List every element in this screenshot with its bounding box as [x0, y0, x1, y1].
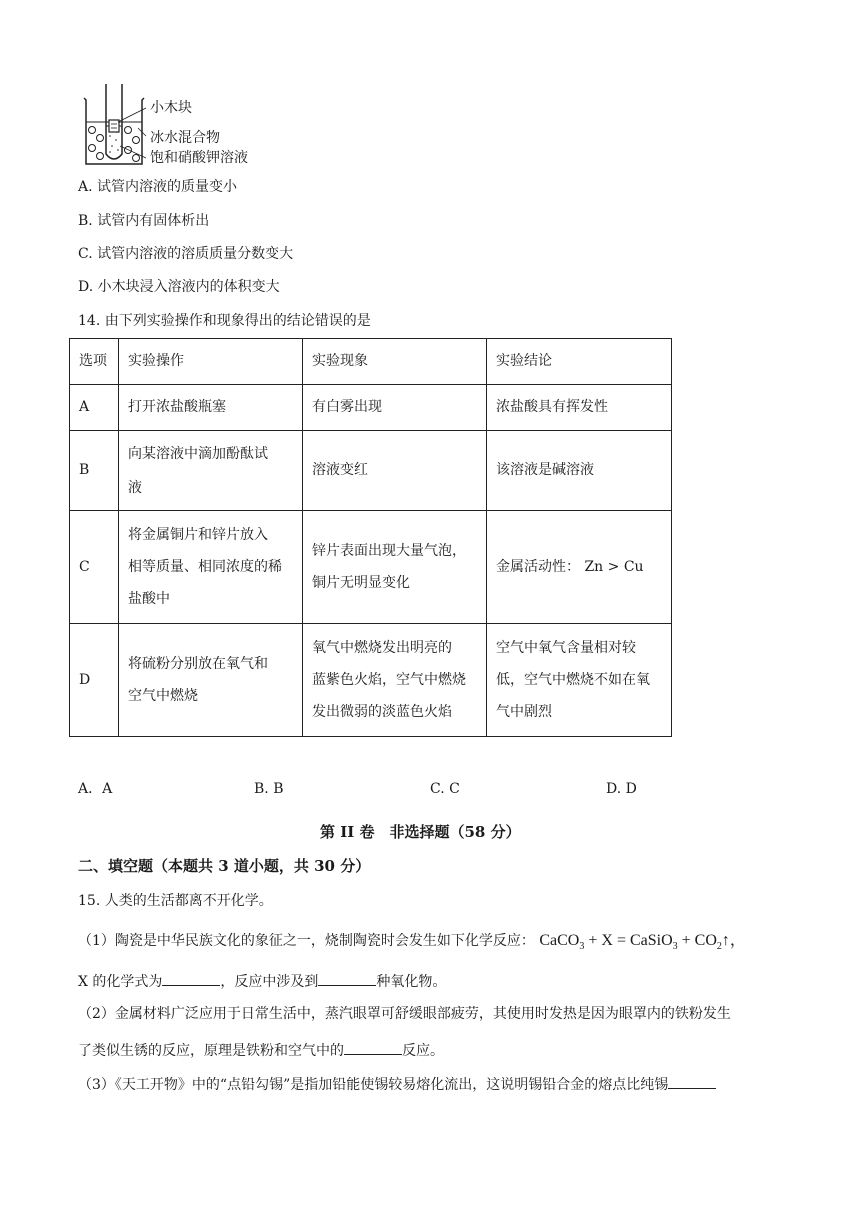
q15-3-line — [78, 1074, 716, 1094]
cell-line: 打开浓盐酸瓶塞 — [128, 399, 226, 415]
cell-line: 空气中燃烧 — [128, 688, 198, 704]
q13-option-b: B. 试管内有固体析出 — [78, 213, 210, 229]
part2-title: 第 II 卷 非选择题（58 分） — [320, 823, 521, 841]
row-a-phenomenon — [303, 385, 487, 431]
cell-line: 相等质量、相同浓度的稀 — [128, 559, 282, 575]
cell-line: 盐酸中 — [128, 591, 170, 607]
q15-1-prefix: X 的化学式为 — [78, 974, 163, 990]
cell-line: 该溶液是碱溶液 — [496, 462, 594, 478]
cell-line: 气中剧烈 — [496, 704, 552, 720]
answer-blank-reactant[interactable] — [344, 1040, 402, 1055]
q15-1-suffix: 种氧化物。 — [376, 974, 447, 990]
row-b-conclusion — [487, 431, 672, 511]
header-conclusion: 实验结论 — [487, 339, 672, 385]
row-c-conclusion — [487, 511, 672, 624]
cell-line: 浓盐酸具有挥发性 — [496, 399, 608, 415]
q15-stem: 15. 人类的生活都离不开化学。 — [78, 893, 273, 909]
q14-choice-a: A．A — [78, 781, 113, 797]
q13-option-c: C. 试管内溶液的溶质质量分数变大 — [78, 246, 294, 262]
row-a-option: A — [70, 385, 119, 431]
cell-line: 发出微弱的淡蓝色火焰 — [312, 704, 452, 720]
header-operation: 实验操作 — [119, 339, 303, 385]
row-d-conclusion — [487, 624, 672, 737]
q15-2-suffix: 反应。 — [402, 1043, 444, 1059]
cell-line: 铜片无明显变化 — [312, 575, 410, 591]
section-heading: 二、填空题（本题共 3 道小题，共 30 分） — [78, 857, 371, 875]
q15-2-line-b — [78, 1040, 444, 1060]
cell-line: 氧气中燃烧发出明亮的 — [312, 640, 452, 656]
cell-line: 金属活动性： Zn > Cu — [496, 558, 644, 575]
figure-label-kno3: 饱和硝酸钾溶液 — [150, 150, 248, 166]
row-b-phenomenon — [303, 431, 487, 511]
q15-2-prefix: 了类似生锈的反应，原理是铁粉和空气中的 — [78, 1043, 344, 1059]
row-c-phenomenon — [303, 511, 487, 624]
row-a-conclusion — [487, 385, 672, 431]
row-d-operation — [119, 624, 303, 737]
q15-1-middle: ，反应中涉及到 — [220, 974, 319, 990]
answer-blank-melting-point[interactable] — [668, 1074, 716, 1089]
cell-line: 低，空气中燃烧不如在氧 — [496, 672, 650, 688]
q14-stem: 14. 由下列实验操作和现象得出的结论错误的是 — [78, 313, 371, 329]
answer-blank-oxide-count[interactable] — [318, 971, 376, 986]
q14-choice-b: B. B — [254, 781, 284, 797]
row-b-operation — [119, 431, 303, 511]
cell-line: 蓝紫色火焰，空气中燃烧 — [312, 672, 466, 688]
reaction-equation: CaCO$_3$ + X = CaSiO$_3$ + $CO_2↑$， — [539, 932, 746, 953]
q15-1-line-b — [78, 971, 446, 991]
q13-option-d: D. 小木块浸入溶液内的体积变大 — [78, 279, 280, 295]
row-b-option: B — [70, 431, 119, 511]
row-d-phenomenon — [303, 624, 487, 737]
row-d-option: D — [70, 624, 119, 737]
cell-line: 溶液变红 — [312, 462, 368, 478]
cell-line: 将硫粉分别放在氧气和 — [128, 656, 268, 672]
row-c-operation — [119, 511, 303, 624]
cell-line: 锌片表面出现大量气泡， — [312, 543, 466, 559]
row-a-operation — [119, 385, 303, 431]
table-row — [70, 624, 672, 737]
q14-choice-c: C. C — [430, 781, 460, 797]
q15-1-text: （1）陶瓷是中华民族文化的象征之一，烧制陶瓷时会发生如下化学反应： — [78, 933, 535, 949]
table-header-row — [70, 339, 672, 385]
answer-blank-formula[interactable] — [162, 971, 220, 986]
header-option: 选项 — [70, 339, 119, 385]
cell-line: 液 — [128, 479, 142, 496]
experiment-table — [69, 338, 672, 737]
cell-line: 空气中氧气含量相对较 — [496, 640, 636, 656]
q14-choice-d: D. D — [606, 781, 637, 797]
q15-3-text: （3）《天工开物》中的“点铅勾锡”是指加铅能使锡较易熔化流出，这说明锡铅合金的熔点比纯锡 — [78, 1077, 669, 1093]
q15-1-line-a — [78, 932, 746, 956]
table-row — [70, 511, 672, 624]
row-c-option: C — [70, 511, 119, 624]
table-row — [70, 385, 672, 431]
q15-2-line-a: （2）金属材料广泛应用于日常生活中，蒸汽眼罩可舒缓眼部疲劳，其使用时发热是因为眼罩内的铁粉发生 — [78, 1006, 731, 1022]
cell-line: 有白雾出现 — [312, 399, 382, 415]
figure-label-wood-block: 小木块 — [150, 100, 192, 116]
header-phenomenon: 实验现象 — [303, 339, 487, 385]
cell-line: 将金属铜片和锌片放入 — [128, 527, 268, 543]
figure-label-ice-water: 冰水混合物 — [150, 130, 220, 146]
cell-line: 向某溶液中滴加酚酞试 — [128, 445, 268, 462]
table-row — [70, 431, 672, 511]
q13-option-a: A. 试管内溶液的质量变小 — [78, 179, 238, 195]
